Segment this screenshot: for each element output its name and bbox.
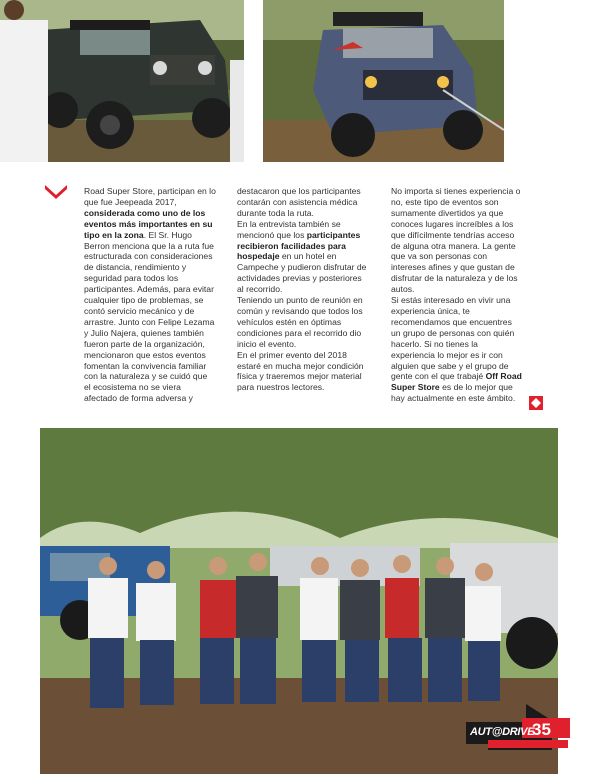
page-number: 35 [532,720,551,739]
magazine-logo [466,704,570,750]
body-text: Teniendo un punto de reunión en común y revisando que todos los vehículos estén en óptimas condiciones para el recorrido dio inicio el evento. [237,295,363,349]
body-text: en un hotel en Campeche y pudieron disfrutar de actividades previas y posteriores al recorrido. [237,251,367,295]
highlight-text: considerada como uno de los eventos más importantes en su tipo en la zona [84,207,213,240]
logo-text: AUT@DRIVE [470,726,535,738]
body-text: En la entrevista también se mencionó que los [237,218,341,240]
article-paragraph [237,186,367,393]
article-column-2 [237,186,367,393]
body-text: es de lo mejor que hay actualmente en este ámbito. [391,382,516,404]
body-text: . El Sr. Hugo Berron menciona que la a ruta fue estructurada con consideraciones de distancia, rendimiento y seguridad para todos los participantes. Además, para evitar cualquier tipo de problemas, se contó servicio mecánico y de arrastre. Junto con Felipe Lezama y Julio Najera, quienes también fueron parte de la organización, mencionaron que estos eventos fomentan la convivencia familiar con la naturaleza y se cuidó que el ecosistema no se viera afectado de forma adversa y [84,229,215,404]
article-column-3 [391,186,523,404]
body-text: destacaron que los participantes contarán con asistencia médica durante toda la ruta. [237,186,361,218]
article-paragraph [84,186,216,404]
highlight-text: participantes recibieron facilidades para hospedaje [237,229,361,262]
jeep-photo-left [0,0,244,162]
chevron-down-icon [45,185,67,199]
body-text: Road Super Store, participan en lo que fue Jeepeada 2017, [84,186,216,207]
body-text: En el primer evento del 2018 estaré en mucha mejor condición física y traeremos mejor material para nuestros lectores. [237,349,364,393]
jeep-photo-right [263,0,504,162]
body-text: No importa si tienes experiencia o no, este tipo de eventos son sumamente divertidos ya que conoces lugares increíbles a los que difícilmente tendrías acceso de alguna otra manera. La gente que va son personas con intereses afines y que gustan de disfrutar de la naturaleza y de los autos. [391,186,521,295]
end-mark-icon [529,396,543,410]
highlight-text: Off Road Super Store [391,371,522,393]
article-paragraph [391,186,523,404]
body-text: Si estás interesado en vivir una experiencia única, te recomendamos que encuentres un grupo de personas con quién hacerlo. Si no tienes la experiencia lo mejor es ir con alguien que sabe y el grupo de gente con el que trabajé [391,295,515,382]
article-column-1 [84,186,216,404]
